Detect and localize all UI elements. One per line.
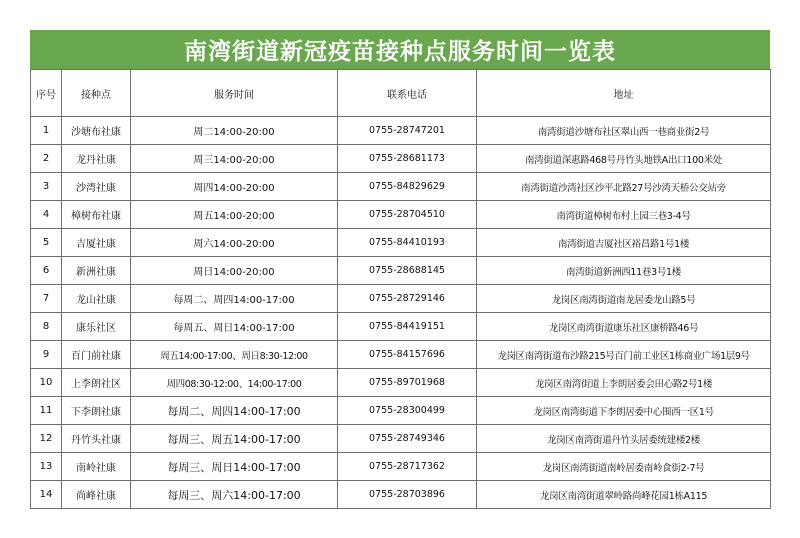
- cell-address: 南湾街道吉厦社区裕昌路1号1楼: [477, 229, 771, 257]
- table-row: [31, 257, 771, 285]
- header-row: [31, 70, 771, 117]
- cell-address: 龙岗区南湾街道翠岭路尚峰花园1栋A115: [477, 481, 771, 509]
- cell-address: 龙岗区南湾街道南龙居委龙山路5号: [477, 285, 771, 313]
- cell-no: 8: [31, 313, 62, 341]
- cell-no: 3: [31, 173, 62, 201]
- cell-time: 每周三、周日14:00-17:00: [131, 453, 338, 481]
- table-row: [31, 201, 771, 229]
- cell-time: 每周三、周五14:00-17:00: [131, 425, 338, 453]
- cell-phone: 0755-84157696: [338, 341, 477, 369]
- table-row: [31, 117, 771, 145]
- cell-phone: 0755-28729146: [338, 285, 477, 313]
- cell-site: 吉厦社康: [62, 229, 131, 257]
- cell-site: 下李朗社康: [62, 397, 131, 425]
- cell-site: 尚峰社康: [62, 481, 131, 509]
- cell-address: 龙岗区南湾街道布沙路215号百门前工业区1栋商业广场1层9号: [477, 341, 771, 369]
- cell-address: 龙岗区南湾街道丹竹头居委统建楼2楼: [477, 425, 771, 453]
- cell-phone: 0755-28704510: [338, 201, 477, 229]
- cell-site: 沙塘布社康: [62, 117, 131, 145]
- header-phone: 联系电话: [338, 70, 477, 117]
- cell-address: 龙岗区南湾街道下李朗居委中心围西一区1号: [477, 397, 771, 425]
- cell-address: 南湾街道新洲西11巷3号1楼: [477, 257, 771, 285]
- cell-time: 周五14:00-17:00、周日8:30-12:00: [131, 341, 338, 369]
- cell-address: 龙岗区南湾街道康乐社区康桥路46号: [477, 313, 771, 341]
- cell-phone: 0755-84410193: [338, 229, 477, 257]
- table-row: [31, 285, 771, 313]
- table-row: [31, 369, 771, 397]
- cell-time: 周日14:00-20:00: [131, 257, 338, 285]
- cell-phone: 0755-28717362: [338, 453, 477, 481]
- cell-site: 上李朗社区: [62, 369, 131, 397]
- cell-site: 新洲社康: [62, 257, 131, 285]
- table-row: [31, 481, 771, 509]
- cell-site: 百门前社康: [62, 341, 131, 369]
- cell-address: 南湾街道樟树布村上园三巷3-4号: [477, 201, 771, 229]
- cell-phone: 0755-28703896: [338, 481, 477, 509]
- cell-phone: 0755-28681173: [338, 145, 477, 173]
- table-row: [31, 313, 771, 341]
- sheet-title: 南湾街道新冠疫苗接种点服务时间一览表: [30, 30, 770, 69]
- vaccination-schedule-sheet: [30, 30, 770, 509]
- schedule-table: [30, 69, 771, 509]
- cell-time: 周四08:30-12:00、14:00-17:00: [131, 369, 338, 397]
- table-row: [31, 173, 771, 201]
- cell-no: 11: [31, 397, 62, 425]
- cell-no: 10: [31, 369, 62, 397]
- cell-address: 龙岗区南湾街道南岭居委南岭食街2-7号: [477, 453, 771, 481]
- cell-site: 沙湾社康: [62, 173, 131, 201]
- cell-time: 周六14:00-20:00: [131, 229, 338, 257]
- cell-no: 9: [31, 341, 62, 369]
- cell-phone: 0755-28747201: [338, 117, 477, 145]
- cell-phone: 0755-89701968: [338, 369, 477, 397]
- cell-address: 龙岗区南湾街道上李朗居委会田心路2号1楼: [477, 369, 771, 397]
- header-no: 序号: [31, 70, 62, 117]
- cell-address: 南湾街道沙湾社区沙平北路27号沙湾天桥公交站旁: [477, 173, 771, 201]
- table-body: [31, 117, 771, 509]
- cell-time: 每周二、周四14:00-17:00: [131, 285, 338, 313]
- cell-time: 周二14:00-20:00: [131, 117, 338, 145]
- cell-no: 13: [31, 453, 62, 481]
- table-row: [31, 397, 771, 425]
- table-row: [31, 145, 771, 173]
- cell-site: 龙丹社康: [62, 145, 131, 173]
- cell-time: 每周三、周六14:00-17:00: [131, 481, 338, 509]
- cell-phone: 0755-84419151: [338, 313, 477, 341]
- cell-no: 4: [31, 201, 62, 229]
- cell-address: 南湾街道沙塘布社区翠山西一巷商业街2号: [477, 117, 771, 145]
- table-row: [31, 229, 771, 257]
- cell-time: 每周五、周日14:00-17:00: [131, 313, 338, 341]
- cell-no: 5: [31, 229, 62, 257]
- cell-no: 2: [31, 145, 62, 173]
- cell-time: 周四14:00-20:00: [131, 173, 338, 201]
- cell-phone: 0755-84829629: [338, 173, 477, 201]
- header-time: 服务时间: [131, 70, 338, 117]
- cell-phone: 0755-28749346: [338, 425, 477, 453]
- table-row: [31, 425, 771, 453]
- cell-time: 周五14:00-20:00: [131, 201, 338, 229]
- cell-site: 龙山社康: [62, 285, 131, 313]
- cell-time: 周三14:00-20:00: [131, 145, 338, 173]
- header-site: 接种点: [62, 70, 131, 117]
- cell-no: 1: [31, 117, 62, 145]
- table-row: [31, 453, 771, 481]
- cell-no: 6: [31, 257, 62, 285]
- header-address: 地址: [477, 70, 771, 117]
- cell-phone: 0755-28300499: [338, 397, 477, 425]
- cell-site: 康乐社区: [62, 313, 131, 341]
- cell-address: 南湾街道深惠路468号丹竹头地铁A出口100米处: [477, 145, 771, 173]
- cell-no: 7: [31, 285, 62, 313]
- cell-no: 12: [31, 425, 62, 453]
- cell-time: 每周二、周四14:00-17:00: [131, 397, 338, 425]
- cell-site: 丹竹头社康: [62, 425, 131, 453]
- cell-site: 南岭社康: [62, 453, 131, 481]
- table-row: [31, 341, 771, 369]
- cell-no: 14: [31, 481, 62, 509]
- cell-site: 樟树布社康: [62, 201, 131, 229]
- cell-phone: 0755-28688145: [338, 257, 477, 285]
